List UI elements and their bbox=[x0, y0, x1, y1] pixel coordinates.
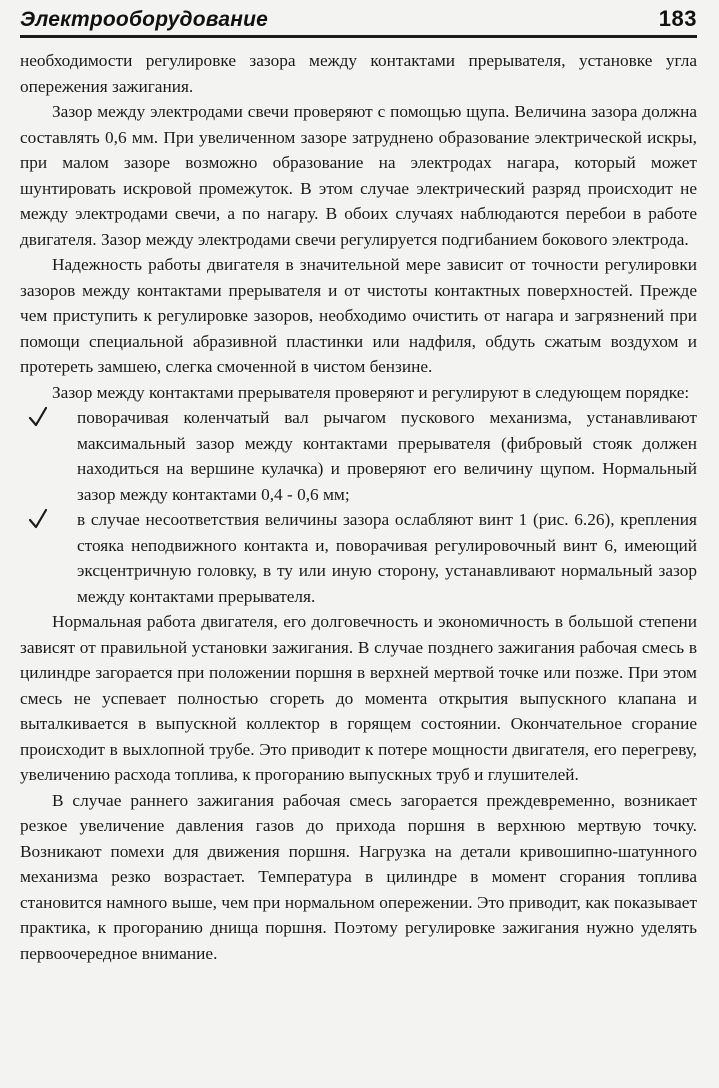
page-number: 183 bbox=[658, 6, 697, 31]
paragraph: Нормальная работа двигателя, его долговечность и экономичность в большой степени зависят от правильной установки зажигания. В случае позднего зажигания рабочая смесь в цилиндре загорается при положении поршня в верхней мертвой точке или позже. При этом смесь не успевает полностью сгореть до момента открытия выпускного клапана и выталкивается в выпускной коллектор в горящем состоянии. Окончательное сгорание происходит в выхлопной трубе. Это приводит к потере мощности двигателя, его перегреву, увеличению расхода топлива, к прогоранию выпускных труб и глушителей. bbox=[20, 612, 697, 784]
page-body bbox=[20, 48, 697, 966]
list-item bbox=[20, 405, 697, 507]
checkmark-icon bbox=[28, 406, 48, 428]
paragraph: Зазор между электродами свечи проверяют с помощью щупа. Величина зазора должна составлять 0,6 мм. При увеличенном зазоре затруднено образование электрической искры, при малом зазоре возможно образование на электродах нагара, который может шунтировать искровой промежуток. В этом случае электрический разряд происходит не между электродами свечи, а по нагару. В обоих случаях наблюдаются перебои в работе двигателя. Зазор между электродами свечи регулируется подгибанием бокового электрода. bbox=[20, 102, 697, 249]
paragraph: В случае раннего зажигания рабочая смесь загорается преждевременно, возникает резкое увеличение давления газов до прихода поршня в верхнюю мертвую точку. Возникают помехи для движения поршня. Нагрузка на детали кривошипно-шатунного механизма резко возрастает. Температура в цилиндре в момент сгорания топлива становится намного выше, чем при нормальном опережении. Это приводит, как показывает практика, к прогоранию днища поршня. Поэтому регулировке зажигания нужно уделять первоочередное внимание. bbox=[20, 790, 697, 963]
checkmark-icon bbox=[28, 508, 48, 530]
list-item-text: поворачивая коленчатый вал рычагом пускового механизма, устанавливают максимальный зазор между контактами прерывателя (фибровый стояк должен находиться на вершине кулачка) и проверяют его величину щупом. Нормальный зазор между контактами 0,4 - 0,6 мм; bbox=[77, 408, 697, 504]
list-item-text: в случае несоответствия величины зазора ослабляют винт 1 (рис. 6.26), крепления стояка неподвижного контакта и, поворачивая регулировочный винт 6, имеющий эксцентричную головку, в ту или иную сторону, устанавливают нормальный зазор между контактами прерывателя. bbox=[77, 510, 697, 606]
paragraph: Зазор между контактами прерывателя проверяют и регулируют в следующем порядке: bbox=[52, 382, 690, 402]
checklist bbox=[20, 405, 697, 609]
section-title: Электрооборудование bbox=[20, 8, 269, 31]
paragraph: необходимости регулировке зазора между контактами прерывателя, установке угла опережения зажигания. bbox=[20, 51, 697, 96]
header-rule bbox=[20, 35, 697, 38]
list-item bbox=[20, 507, 697, 609]
running-header bbox=[20, 0, 697, 32]
paragraph: Надежность работы двигателя в значительной мере зависит от точности регулировки зазоров между контактами прерывателя и от чистоты контактных поверхностей. Прежде чем приступить к регулировке зазоров, необходимо очистить от нагара и загрязнений при помощи специальной абразивной пластинки или надфиля, обдуть сжатым воздухом и протереть замшею, слегка смоченной в чистом бензине. bbox=[20, 255, 697, 376]
